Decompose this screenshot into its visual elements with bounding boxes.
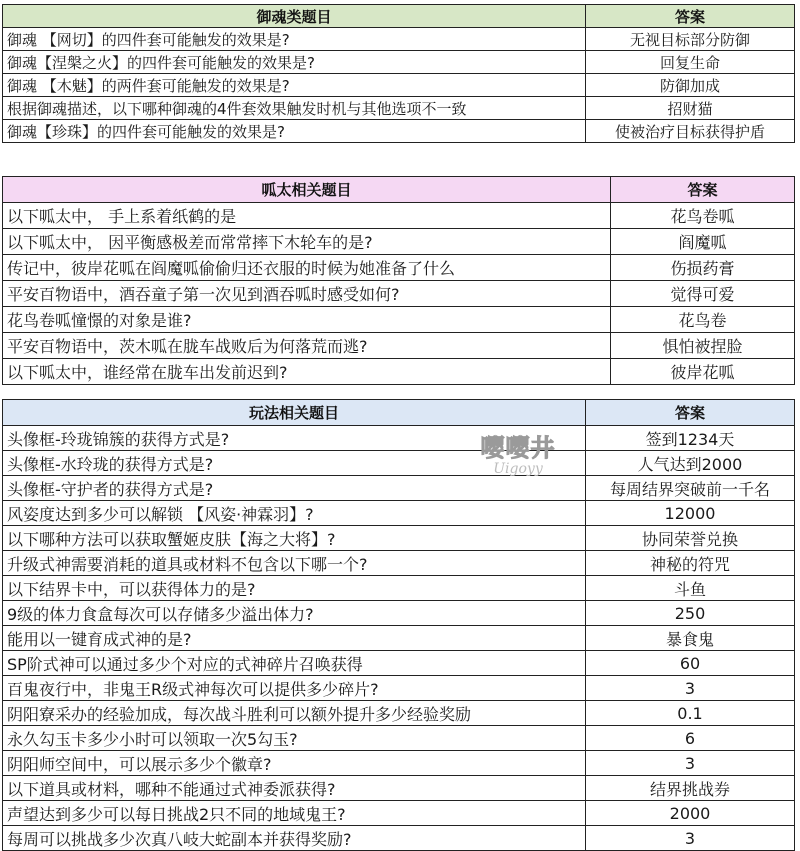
answer-cell: 协同荣誉兑换 xyxy=(586,526,795,551)
answer-cell: 招财猫 xyxy=(586,97,795,120)
answer-cell: 暴食鬼 xyxy=(586,626,795,651)
answer-cell: 阎魔呱 xyxy=(611,229,795,255)
answer-cell: 人气达到2000 xyxy=(586,451,795,476)
answer-cell: 3 xyxy=(586,751,795,776)
question-cell: 永久勾玉卡多少小时可以领取一次5勾玉? xyxy=(3,726,586,751)
table-row xyxy=(3,28,795,51)
answer-cell: 花鸟卷呱 xyxy=(611,203,795,229)
question-column-header: 御魂类题目 xyxy=(3,5,586,28)
question-cell: 风姿度达到多少可以解锁 【风姿·神霖羽】? xyxy=(3,501,586,526)
answer-cell: 2000 xyxy=(586,801,795,826)
answer-cell: 6 xyxy=(586,726,795,751)
watermark-logo: Uigoyy xyxy=(493,461,543,477)
table-row xyxy=(3,203,795,229)
answer-cell: 伤损药膏 xyxy=(611,255,795,281)
question-cell: 升级式神需要消耗的道具或材料不包含以下哪一个? xyxy=(3,551,586,576)
table-row xyxy=(3,626,795,651)
answer-cell: 250 xyxy=(586,601,795,626)
answer-cell: 回复生命 xyxy=(586,51,795,74)
question-cell: 以下哪种方法可以获取蟹姬皮肤【海之大将】? xyxy=(3,526,586,551)
answer-cell: 0.1 xyxy=(586,701,795,726)
table-row xyxy=(3,74,795,97)
answer-cell: 觉得可爱 xyxy=(611,281,795,307)
table-row xyxy=(3,307,795,333)
answer-cell: 签到1234天 xyxy=(586,426,795,451)
question-cell: 以下道具或材料，哪种不能通过式神委派获得? xyxy=(3,776,586,801)
table-row xyxy=(3,97,795,120)
table-row xyxy=(3,526,795,551)
answer-cell: 花鸟卷 xyxy=(611,307,795,333)
table-header-row xyxy=(3,400,795,426)
question-cell: 每周可以挑战多少次真八岐大蛇副本并获得奖励? xyxy=(3,826,586,851)
table-row xyxy=(3,476,795,501)
question-cell: 以下呱太中，谁经常在胧车出发前迟到? xyxy=(3,359,611,385)
table-row xyxy=(3,426,795,451)
question-cell: 御魂【涅槃之火】的四件套可能触发的效果是? xyxy=(3,51,586,74)
question-cell: 能用以一键育成式神的是? xyxy=(3,626,586,651)
table-row xyxy=(3,551,795,576)
table-row xyxy=(3,751,795,776)
table-row xyxy=(3,359,795,385)
table-header-row xyxy=(3,177,795,203)
question-cell: 以下呱太中， 手上系着纸鹤的是 xyxy=(3,203,611,229)
yuhun-questions-table xyxy=(2,4,795,143)
table-header-row xyxy=(3,5,795,28)
answer-cell: 3 xyxy=(586,676,795,701)
question-cell: 御魂 【网切】的四件套可能触发的效果是? xyxy=(3,28,586,51)
question-cell: 根据御魂描述，以下哪种御魂的4件套效果触发时机与其他选项不一致 xyxy=(3,97,586,120)
answer-cell: 结界挑战券 xyxy=(586,776,795,801)
table-row xyxy=(3,333,795,359)
gutai-questions-table xyxy=(2,176,795,385)
answer-cell: 12000 xyxy=(586,501,795,526)
table-row xyxy=(3,229,795,255)
question-cell: 御魂 【木魅】的两件套可能触发的效果是? xyxy=(3,74,586,97)
table-row xyxy=(3,120,795,143)
question-cell: 阴阳寮采办的经验加成，每次战斗胜利可以额外提升多少经验奖励 xyxy=(3,701,586,726)
answer-column-header: 答案 xyxy=(586,400,795,426)
question-cell: 御魂【珍珠】的四件套可能触发的效果是? xyxy=(3,120,586,143)
answer-cell: 使被治疗目标获得护盾 xyxy=(586,120,795,143)
answer-cell: 60 xyxy=(586,651,795,676)
question-cell: 传记中，彼岸花呱在阎魔呱偷偷归还衣服的时候为她准备了什么 xyxy=(3,255,611,281)
answer-cell: 彼岸花呱 xyxy=(611,359,795,385)
table-row xyxy=(3,281,795,307)
watermark-text: 嘤嘤井 xyxy=(480,434,556,462)
table-row xyxy=(3,601,795,626)
table-row xyxy=(3,651,795,676)
answer-cell: 每周结界突破前一千名 xyxy=(586,476,795,501)
question-cell: 以下呱太中， 因平衡感极差而常常摔下木轮车的是? xyxy=(3,229,611,255)
question-cell: 头像框-玲珑锦簇的获得方式是? xyxy=(3,426,586,451)
answer-column-header: 答案 xyxy=(586,5,795,28)
table-row xyxy=(3,826,795,851)
question-cell: 花鸟卷呱憧憬的对象是谁? xyxy=(3,307,611,333)
question-cell: 9级的体力食盒每次可以存储多少溢出体力? xyxy=(3,601,586,626)
table-row xyxy=(3,51,795,74)
answer-cell: 3 xyxy=(586,826,795,851)
answer-cell: 斗鱼 xyxy=(586,576,795,601)
question-cell: 头像框-水玲珑的获得方式是? xyxy=(3,451,586,476)
question-cell: 百鬼夜行中，非鬼王R级式神每次可以提供多少碎片? xyxy=(3,676,586,701)
answer-cell: 无视目标部分防御 xyxy=(586,28,795,51)
question-cell: 平安百物语中，茨木呱在胧车战败后为何落荒而逃? xyxy=(3,333,611,359)
table-row xyxy=(3,701,795,726)
table-row xyxy=(3,576,795,601)
question-column-header: 呱太相关题目 xyxy=(3,177,611,203)
table-row xyxy=(3,676,795,701)
question-cell: 声望达到多少可以每日挑战2只不同的地域鬼王? xyxy=(3,801,586,826)
answer-cell: 神秘的符咒 xyxy=(586,551,795,576)
question-cell: 以下结界卡中，可以获得体力的是? xyxy=(3,576,586,601)
question-cell: 阴阳师空间中，可以展示多少个徽章? xyxy=(3,751,586,776)
answer-cell: 惧怕被捏脸 xyxy=(611,333,795,359)
table-row xyxy=(3,726,795,751)
question-cell: 头像框-守护者的获得方式是? xyxy=(3,476,586,501)
answer-cell: 防御加成 xyxy=(586,74,795,97)
wanfa-questions-table xyxy=(2,399,795,851)
question-cell: SP阶式神可以通过多少个对应的式神碎片召唤获得 xyxy=(3,651,586,676)
table-row xyxy=(3,255,795,281)
answer-column-header: 答案 xyxy=(611,177,795,203)
question-column-header: 玩法相关题目 xyxy=(3,400,586,426)
table-row xyxy=(3,776,795,801)
question-cell: 平安百物语中，酒吞童子第一次见到酒吞呱时感受如何? xyxy=(3,281,611,307)
table-row xyxy=(3,451,795,476)
table-row xyxy=(3,501,795,526)
table-row xyxy=(3,801,795,826)
